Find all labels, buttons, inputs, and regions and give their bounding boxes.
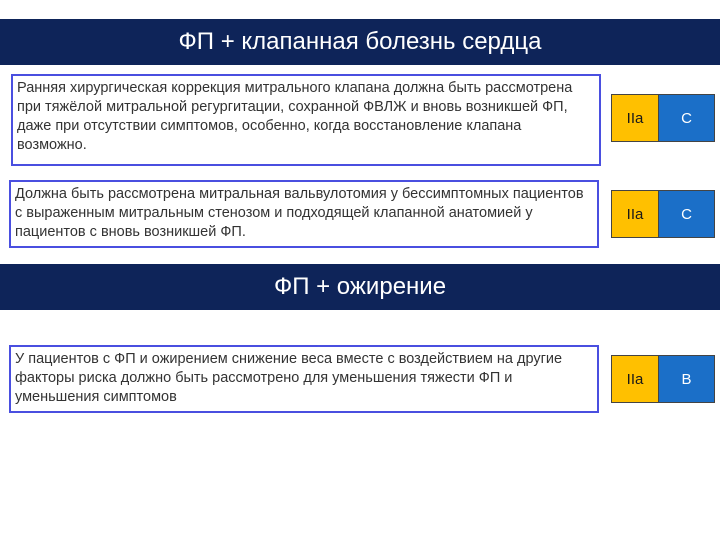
level-badge: C (658, 94, 715, 142)
class-badge: IIa (611, 94, 659, 142)
level-badge: C (658, 190, 715, 238)
section-title-obesity: ФП + ожирение (0, 264, 720, 310)
recommendation-text: Ранняя хирургическая коррекция митрального клапана должна быть рассмотрена при тяжёлой митральной регургитации, сохранной ФВЛЖ и вновь возникшей ФП, даже при отсутствии симптомов, особенно, когда восстановление клапана возможно. (11, 74, 601, 166)
class-badge: IIa (611, 355, 659, 403)
recommendation-text: Должна быть рассмотрена митральная вальвулотомия у бессимптомных пациентов с выраженным митральным стенозом и подходящей клапанной анатомией у пациентов с вновь возникшей ФП. (9, 180, 599, 248)
recommendation-text: У пациентов с ФП и ожирением снижение веса вместе с воздействием на другие факторы риска должно быть рассмотрено для уменьшения тяжести ФП и уменьшения симптомов (9, 345, 599, 413)
class-badge: IIa (611, 190, 659, 238)
section-title-valvular: ФП + клапанная болезнь сердца (0, 19, 720, 65)
level-badge: B (658, 355, 715, 403)
